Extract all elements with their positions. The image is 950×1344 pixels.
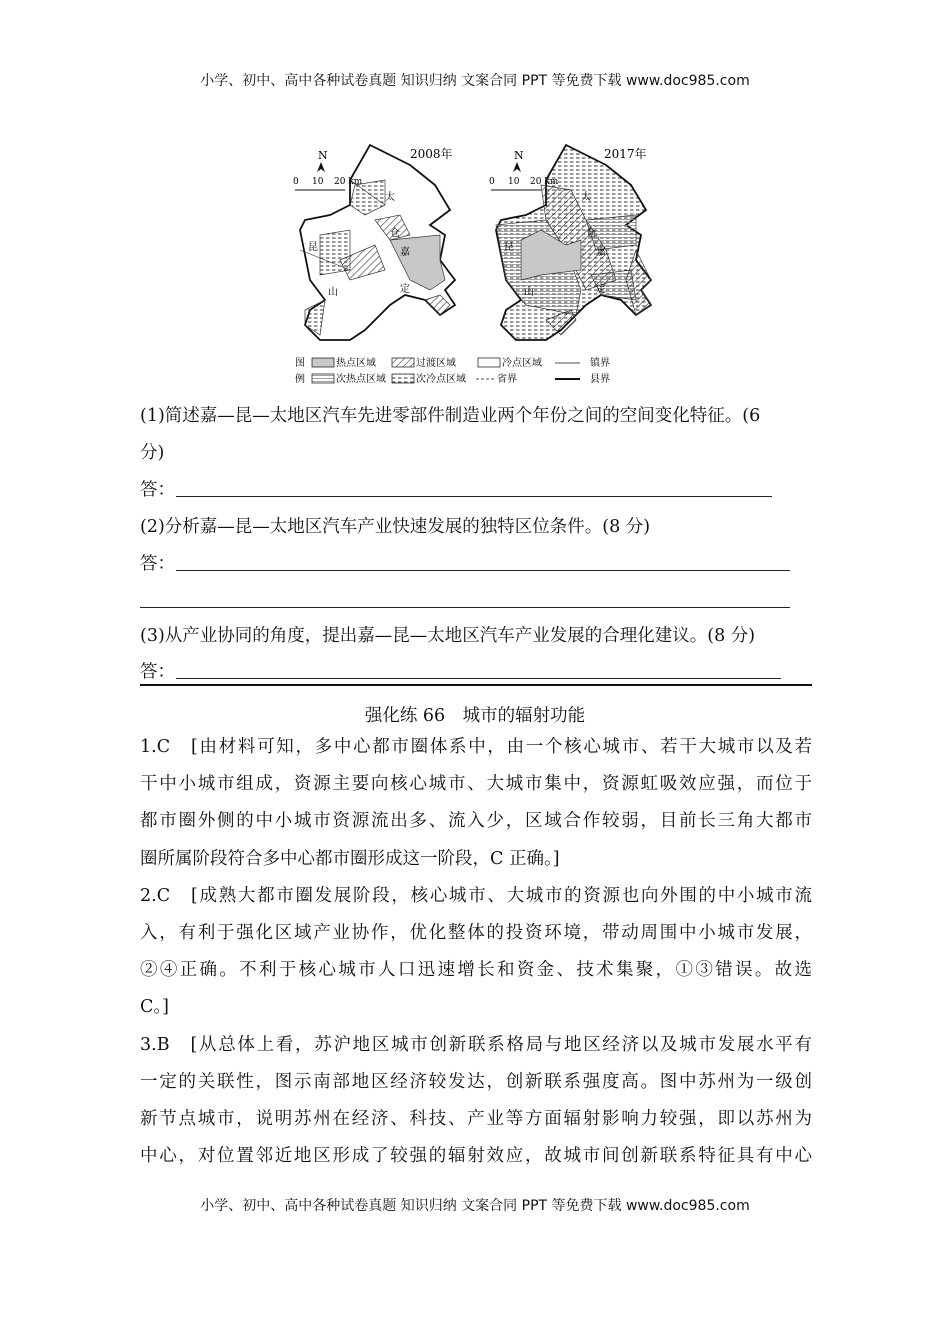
legend-label: 次热点区域 (336, 374, 386, 385)
place-label: 昆 (308, 242, 318, 253)
place-label: 定 (596, 284, 606, 295)
place-label: 太 (581, 192, 591, 203)
north-label: N (514, 149, 524, 162)
answer-1-line: 干中小城市组成，资源主要向核心城市、大城市集中，资源虹吸效应强，而位于 (140, 774, 812, 795)
legend-label: 县界 (590, 374, 610, 385)
question-3-text: (3)从产业协同的角度，提出嘉—昆—太地区汽车产业发展的合理化建议。(8 分) (140, 626, 756, 646)
answer-2-line: ②④正确。不利于核心城市人口迅速增长和资金、技术集聚，①③错误。故选 (140, 960, 812, 981)
scale-label: 20 km (530, 177, 559, 187)
legend-title: 图 (295, 358, 305, 369)
answer-label: 答： (140, 554, 175, 574)
answer-label: 答： (140, 662, 175, 682)
answer-blank-3[interactable] (176, 678, 781, 679)
answer-1-line: 都市圈外侧的中小城市资源流出多、流入少，区域合作较弱，目前长三角大都市 (140, 811, 812, 832)
north-arrow-icon (513, 162, 521, 172)
place-label: 嘉 (400, 247, 410, 258)
north-label: N (318, 149, 328, 162)
map-2017 (489, 145, 651, 340)
answer-1-line: 1.C [由材料可知，多中心都市圈体系中，由一个核心城市、若干大城市以及若 (140, 737, 812, 757)
scale-label: 10 (508, 177, 520, 187)
answer-3-line: 3.B [从总体上看，苏沪地区城市创新联系格局与地区经济以及城市发展水平有 (140, 1034, 812, 1055)
answer-blank-2[interactable] (176, 570, 790, 571)
map-year: 2017年 (604, 147, 647, 161)
answer-2-line: C。] (140, 997, 169, 1018)
scale-label: 0 (293, 177, 299, 187)
answer-3-line: 一定的关联性，图示南部地区经济较发达，创新联系强度高。图中苏州为一级创 (140, 1071, 812, 1092)
answer-2-line: 入，有利于强化区域产业协作，优化整体的投资环境，带动周围中小城市发展， (140, 923, 812, 943)
answer-label: 答： (140, 480, 175, 500)
map-legend (295, 356, 610, 385)
scale-label: 0 (489, 177, 495, 187)
section-divider (140, 684, 812, 686)
question-1-text: 分) (140, 443, 165, 463)
answer-3-line: 新节点城市，说明苏州在经济、科技、产业等方面辐射影响力较强，即以苏州为 (140, 1109, 812, 1129)
answer-blank-2b[interactable] (140, 607, 790, 608)
map-figure (290, 140, 660, 390)
answer-blank-1[interactable] (176, 496, 772, 497)
legend-label: 次冷点区域 (416, 374, 466, 385)
place-label: 仓 (390, 228, 400, 239)
page-header: 小学、初中、高中各种试卷真题 知识归纳 文案合同 PPT 等免费下载 www.doc985.com (200, 73, 750, 89)
place-label: 仓 (586, 228, 596, 239)
place-label: 太 (385, 192, 395, 203)
map-2008 (293, 145, 455, 340)
legend-label: 过渡区域 (416, 358, 456, 369)
section-title: 强化练 66 城市的辐射功能 (364, 706, 586, 726)
legend-label: 冷点区域 (502, 358, 542, 369)
legend-title: 例 (295, 374, 305, 385)
legend-label: 热点区域 (336, 358, 376, 369)
scale-label: 20 km (334, 177, 363, 187)
place-label: 嘉 (596, 247, 606, 258)
answer-1-line: 圈所属阶段符合多中心都市圈形成这一阶段，C 正确。] (140, 848, 560, 869)
scale-label: 10 (312, 177, 324, 187)
answer-3-line: 中心，对位置邻近地区形成了较强的辐射效应，故城市间创新联系特征具有中心 (140, 1146, 812, 1167)
place-label: 山 (524, 287, 534, 298)
north-arrow-icon (317, 162, 325, 172)
question-1-text: (1)简述嘉—昆—太地区汽车先进零部件制造业两个年份之间的空间变化特征。(6 (140, 406, 761, 426)
legend-label: 镇界 (590, 358, 610, 369)
legend-label: 省界 (497, 374, 517, 385)
place-label: 昆 (504, 242, 514, 253)
question-2-text: (2)分析嘉—昆—太地区汽车产业快速发展的独特区位条件。(8 分) (140, 517, 651, 537)
answer-2-line: 2.C [成熟大都市圈发展阶段，核心城市、大城市的资源也向外围的中小城市流 (140, 885, 812, 906)
place-label: 定 (400, 284, 410, 295)
place-label: 山 (328, 287, 338, 298)
page-footer: 小学、初中、高中各种试卷真题 知识归纳 文案合同 PPT 等免费下载 www.doc985.com (200, 1198, 750, 1214)
map-year: 2008年 (410, 147, 453, 161)
